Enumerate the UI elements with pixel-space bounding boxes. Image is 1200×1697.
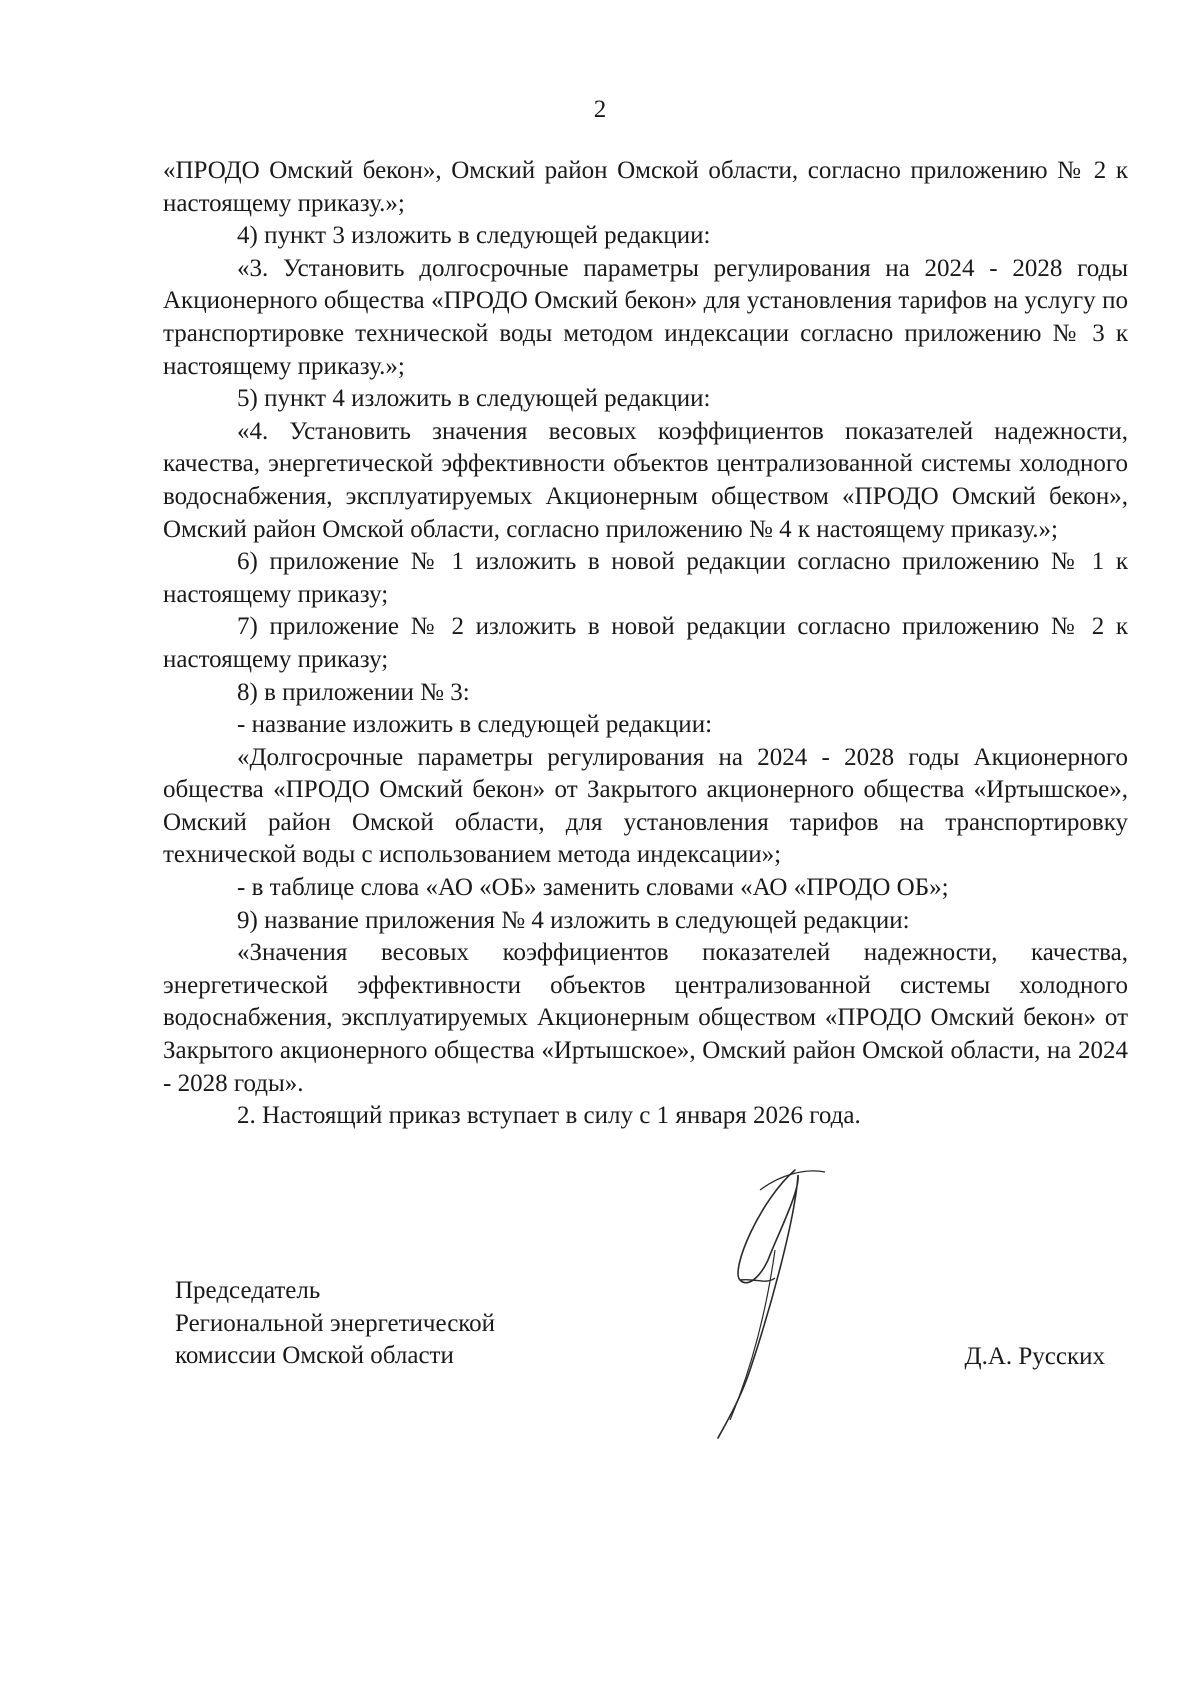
handwritten-signature [700,1160,880,1440]
signatory-title-line: Региональной энергетической [175,1309,496,1337]
paragraph: - в таблице слова «АО «ОБ» заменить словами «АО «ПРОДО ОБ»; [237,874,949,902]
signatory-title [175,1275,495,1373]
paragraph: 9) название приложения № 4 изложить в следующей редакции: [237,906,910,934]
paragraph: 4) пункт 3 изложить в следующей редакции: [237,222,711,250]
paragraph: 6) приложение № 1 изложить в новой редакции согласно приложению № 1 к настоящему приказу; [163,548,1128,608]
paragraph: 2. Настоящий приказ вступает в силу с 1 января 2026 года. [237,1102,861,1130]
paragraph: «Значения весовых коэффициентов показателей надежности, качества, энергетической эффективности объектов централизованной системы холодного водоснабжения, эксплуатируемых Акционерным обществом «ПРОДО Омский бекон» от Закрытого акционерного общества «Иртышское», Омский район Омской области, на 2024 - 2028 годы». [163,939,1128,1097]
paragraph: «4. Установить значения весовых коэффициентов показателей надежности, качества, энергетической эффективности объектов централизованной системы холодного водоснабжения, эксплуатируемых Акционерным обществом «ПРОДО Омский бекон», Омский район Омской области, согласно приложению № 4 к настоящему приказу.»; [163,417,1128,543]
paragraph: «Долгосрочные параметры регулирования на 2024 - 2028 годы Акционерного общества «ПРОДО Омский бекон» от Закрытого акционерного общества «Иртышское», Омский район Омской области, для установления тарифов на транспортировку технической воды с использованием метода индексации»; [163,743,1128,869]
paragraph: 7) приложение № 2 изложить в новой редакции согласно приложению № 2 к настоящему приказу; [163,613,1128,673]
paragraph: 5) пункт 4 изложить в следующей редакции: [237,385,711,413]
signatory-title-line: Председатель [175,1277,321,1304]
signatory-title-line: комиссии Омской области [175,1342,454,1370]
signatory-name: Д.А. Русских [964,1343,1105,1370]
paragraph: 8) в приложении № 3: [237,678,470,706]
document-body [163,155,1128,1133]
page-number: 2 [593,96,607,123]
paragraph: «ПРОДО Омский бекон», Омский район Омской области, согласно приложению № 2 к настоящему приказу.»; [163,157,1128,217]
paragraph: - название изложить в следующей редакции: [237,711,713,739]
paragraph: «3. Установить долгосрочные параметры регулирования на 2024 - 2028 годы Акционерного общества «ПРОДО Омский бекон» для установления тарифов на услугу по транспортировке технической воды методом индексации согласно приложению № 3 к настоящему приказу.»; [163,254,1128,380]
